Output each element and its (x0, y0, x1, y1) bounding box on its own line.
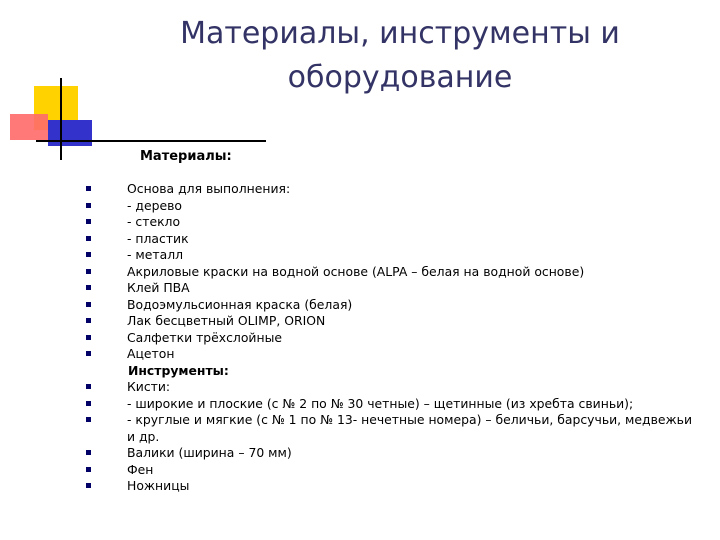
section-heading-materials: Материалы: (140, 149, 232, 164)
list-item-text: Кисти: (127, 379, 171, 394)
list-item-text: Инструменты: (128, 362, 229, 378)
bullet-square-icon (86, 351, 91, 356)
list-item (0, 462, 720, 479)
slide-title (160, 12, 640, 100)
list-item-text: - круглые и мягкие (с № 1 по № 13- нечетные номера) – беличьи, барсучьи, медвежьи и др. (127, 412, 693, 444)
list-item-text: Водоэмульсионная краска (белая) (127, 296, 353, 312)
list-item-text: Салфетки трёхслойные (127, 329, 282, 345)
decor-blue-rect (48, 120, 92, 146)
list-item-text: - широкие и плоские (с № 2 по № 30 четные) – щетинные (из хребта свиньи); (127, 395, 634, 411)
bullet-square-icon (86, 219, 91, 224)
list-item-text: - металл (127, 247, 184, 262)
decor-vertical-line (60, 78, 62, 160)
bullet-square-icon (86, 417, 91, 422)
decor-horizontal-line (36, 140, 266, 142)
list-item-text: - стекло (127, 214, 181, 229)
list-item (0, 214, 720, 231)
list-item-text: Ацетон (127, 346, 175, 361)
list-item-text: Валики (ширина – 70 мм) (127, 445, 292, 460)
bullet-square-icon (86, 401, 91, 406)
bullet-square-icon (86, 285, 91, 290)
bullet-square-icon (86, 203, 91, 208)
bullet-square-icon (86, 335, 91, 340)
bullet-square-icon (86, 236, 91, 241)
bullet-square-icon (86, 318, 91, 323)
slide-title-line-2: оборудование (287, 60, 513, 95)
bullet-square-icon (86, 467, 91, 472)
list-item (0, 478, 720, 495)
list-item (0, 412, 720, 445)
list-item (0, 313, 720, 330)
bullet-square-icon (86, 252, 91, 257)
list-item-text: Фен (127, 461, 154, 477)
list-item (0, 396, 720, 413)
list-item-text: Ножницы (127, 478, 190, 493)
bullet-square-icon (86, 483, 91, 488)
list-item-text: Основа для выполнения: (127, 181, 291, 196)
list-item (0, 231, 720, 248)
list-item (0, 198, 720, 215)
list-item (0, 280, 720, 297)
bullet-square-icon (86, 384, 91, 389)
list-item-text: - пластик (127, 230, 189, 246)
list-item (0, 445, 720, 462)
list-item (0, 330, 720, 347)
list-item (0, 247, 720, 264)
list-item (0, 346, 720, 363)
bullet-square-icon (86, 302, 91, 307)
bullet-square-icon (86, 269, 91, 274)
list-item-text: Лак бесцветный OLIMP, ORION (127, 313, 326, 328)
bullet-square-icon (86, 450, 91, 455)
bullet-list (0, 181, 720, 495)
list-item (0, 297, 720, 314)
section-heading-tools (0, 363, 720, 380)
bullet-square-icon (86, 186, 91, 191)
list-item (0, 379, 720, 396)
list-item-text: Акриловые краски на водной основе (ALPA – белая на водной основе) (127, 263, 585, 279)
list-item (0, 264, 720, 281)
slide-title-line-1: Материалы, инструменты и (180, 16, 620, 51)
list-item-text: Клей ПВА (127, 280, 190, 295)
decor-red-rect (10, 114, 48, 140)
list-item-text: - дерево (127, 197, 182, 213)
list-item (0, 181, 720, 198)
